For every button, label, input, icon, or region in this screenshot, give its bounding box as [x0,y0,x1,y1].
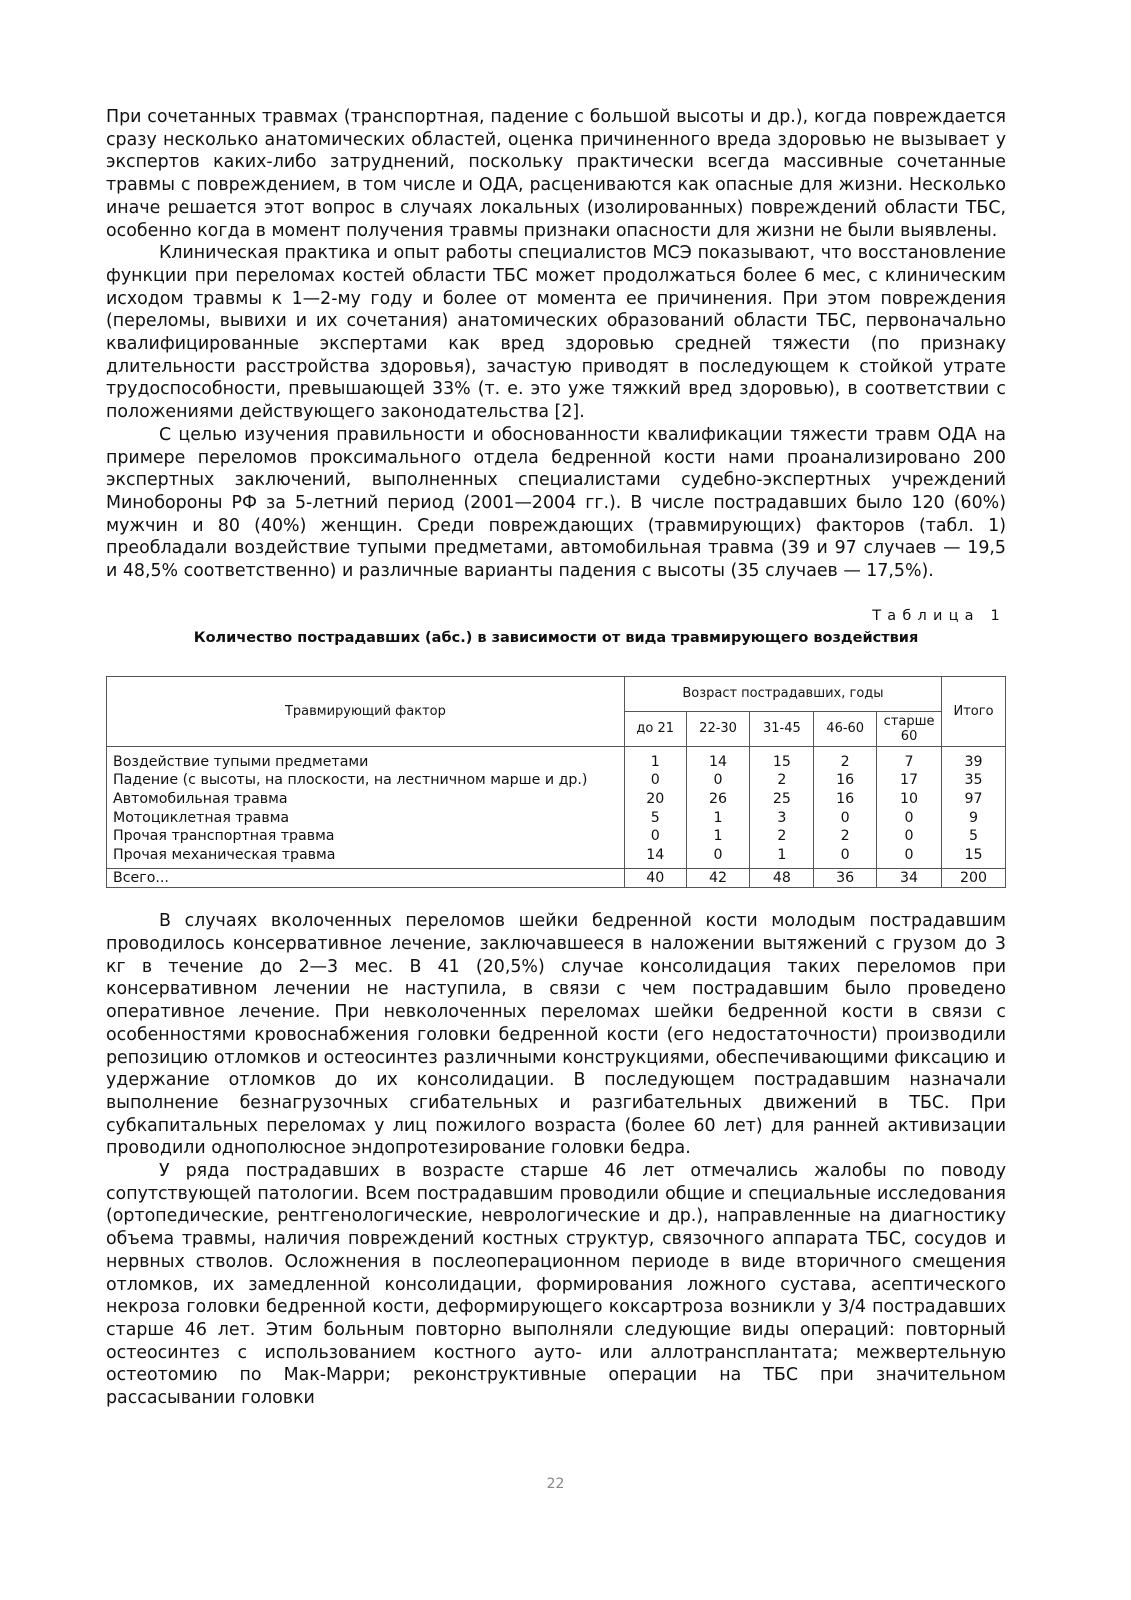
total-value: 42 [686,869,750,888]
cell-value: 16 [836,790,855,807]
cell-value: 15 [772,753,791,770]
cell-value: 14 [646,846,665,863]
cell-value: 2 [840,828,850,845]
row-total: 15 [964,846,983,863]
table-title: Количество пострадавших (абс.) в зависимости от вида травмирующего воздействия [193,629,919,646]
cell-value: 2 [777,772,787,789]
cell-value: 0 [650,772,660,789]
cell-value: 26 [709,790,728,807]
total-value: 36 [814,869,877,888]
cell-value: 2 [777,828,787,845]
factor-label: Прочая механическая травма [113,846,336,863]
age-column [750,746,814,869]
paragraph-3: С целью изучения правильности и обоснованности квалификации тяжести травм ОДА на примере переломов проксимального отдела бедренной кости нами проанализировано 200 экспертных заключений, выполненных специалистами судебно-экспертных учреждений Минобороны РФ за 5-летний период (2001—2004 гг.). В числе пострадавших было 120 (60%) мужчин и 80 (40%) женщин. Среди повреждающих (травмирующих) факторов (табл. 1) преобладали воздействие тупыми предметами, автомобильная травма (39 и 97 случаев — 19,5 и 48,5% соответственно) и различные варианты падения с высоты (35 случаев — 17,5%). [106,424,1006,582]
factor-label: Автомобильная травма [113,790,288,807]
cell-value: 0 [840,846,850,863]
cell-value: 5 [650,809,660,826]
cell-value: 1 [713,809,723,826]
cell-value: 0 [904,846,914,863]
cell-value: 1 [713,828,723,845]
cell-value: 17 [900,772,919,789]
total-column [942,746,1006,869]
total-row [107,869,1006,888]
cell-value: 0 [904,809,914,826]
age-column [624,746,686,869]
cell-value: 0 [650,828,660,845]
injury-table [106,676,1006,889]
row-total: 9 [969,809,979,826]
table-caption: Таблица 1 [872,607,1006,624]
total-value: 34 [877,869,942,888]
cell-value: 16 [836,772,855,789]
factor-label: Падение (с высоты, на плоскости, на лестничном марше и др.) [113,772,588,789]
cell-value: 1 [650,753,660,770]
total-value: 40 [624,869,686,888]
factor-label: Воздействие тупыми предметами [113,753,369,770]
total-value: 48 [750,869,814,888]
row-total: 5 [969,828,979,845]
header-total: Итого [942,676,1006,746]
cell-value: 14 [709,753,728,770]
header-age: Возраст пострадавших, годы [624,676,941,711]
factor-label: Прочая транспортная травма [113,828,335,845]
cell-value: 7 [904,753,914,770]
age-group-header: 31-45 [750,711,814,746]
header-factor: Травмирующий фактор [107,676,625,746]
cell-value: 10 [900,790,919,807]
factor-label: Мотоциклетная травма [113,809,290,826]
cell-value: 0 [713,846,723,863]
cell-value: 0 [840,809,850,826]
age-group-header: 46-60 [814,711,877,746]
cell-value: 3 [777,809,787,826]
cell-value: 0 [713,772,723,789]
age-group-header: до 21 [624,711,686,746]
paragraph-5: У ряда пострадавших в возрасте старше 46 лет отмечались жалобы по поводу сопутствующей патологии. Всем пострадавшим проводили общие и специальные исследования (ортопедические, рентгенологические, неврологические и др.), направленные на диагностику объема травмы, наличия повреждений костных структур, связочного аппарата ТБС, сосудов и нервных стволов. Осложнения в послеоперационном периоде в виде вторичного смещения отломков, их замедленной консолидации, формирования ложного сустава, асептического некроза головки бедренной кости, деформирующего коксартроза возникли у 3/4 пострадавших старше 46 лет. Этим больным повторно выполняли следующие виды операций: повторный остеосинтез с использованием костного ауто- или аллотрансплантата; межвертельную остеотомию по Мак-Марри; реконструктивные операции на ТБС при значительном рассасывании головки [106,1161,1006,1409]
paragraph-1: При сочетанных травмах (транспортная, падение с большой высоты и др.), когда повреждается сразу несколько анатомических областей, оценка причиненного вреда здоровью не вызывает у экспертов каких-либо затруднений, поскольку практически всегда массивные сочетанные травмы с повреждением, в том числе и ОДА, расцениваются как опасные для жизни. Несколько иначе решается этот вопрос в случаях локальных (изолированных) повреждений области ТБС, особенно когда в момент получения травмы признаки опасности для жизни не были выявлены. [106,107,1006,241]
age-group-header: 22-30 [686,711,750,746]
table-body-row [107,746,1006,869]
cell-value: 20 [646,790,665,807]
page-number: 22 [546,1476,565,1492]
paragraph-2: Клиническая практика и опыт работы специалистов МСЭ показывают, что восстановление функции при переломах костей области ТБС может продолжаться более 6 мес, с клиническим исходом травмы к 1—2-му году и более от момента ее причинения. При этом повреждения (переломы, вывихи и их сочетания) анатомических образований области ТБС, первоначально квалифицированные экспертами как вред здоровью средней тяжести (по признаку длительности расстройства здоровья), зачастую приводят в последующем к стойкой утрате трудоспособности, превышающей 33% (т. е. это уже тяжкий вред здоровью), в соответствии с положениями действующего законодательства [2]. [106,243,1006,423]
total-label: Всего... [107,869,625,888]
age-column [814,746,877,869]
cell-value: 2 [840,753,850,770]
row-total: 35 [964,772,983,789]
row-total: 39 [964,753,983,770]
grand-total: 200 [942,869,1006,888]
age-column [877,746,942,869]
cell-value: 1 [777,846,787,863]
age-column [686,746,750,869]
document-page [106,106,1006,1410]
cell-value: 0 [904,828,914,845]
age-group-header: старше 60 [877,711,942,746]
paragraph-4: В случаях вколоченных переломов шейки бедренной кости молодым пострадавшим проводилось консервативное лечение, заключавшееся в наложении вытяжений с грузом до 3 кг в течение до 2—3 мес. В 41 (20,5%) случае консолидация таких переломов при консервативном лечении не наступила, в связи с чем пострадавшим было проведено оперативное лечение. При невколоченных переломах шейки бедренной кости в связи с особенностями кровоснабжения головки бедренной кости (его недостаточности) производили репозицию отломков и остеосинтез различными конструкциями, обеспечивающими фиксацию и удержание отломков до их консолидации. В последующем пострадавшим назначали выполнение безнагрузочных сгибательных и разгибательных движений в ТБС. При субкапитальных переломах у лиц пожилого возраста (более 60 лет) для ранней активизации проводили однополюсное эндопротезирование головки бедра. [106,911,1006,1159]
cell-value: 25 [772,790,791,807]
row-total: 97 [964,790,983,807]
factor-column [107,746,625,869]
